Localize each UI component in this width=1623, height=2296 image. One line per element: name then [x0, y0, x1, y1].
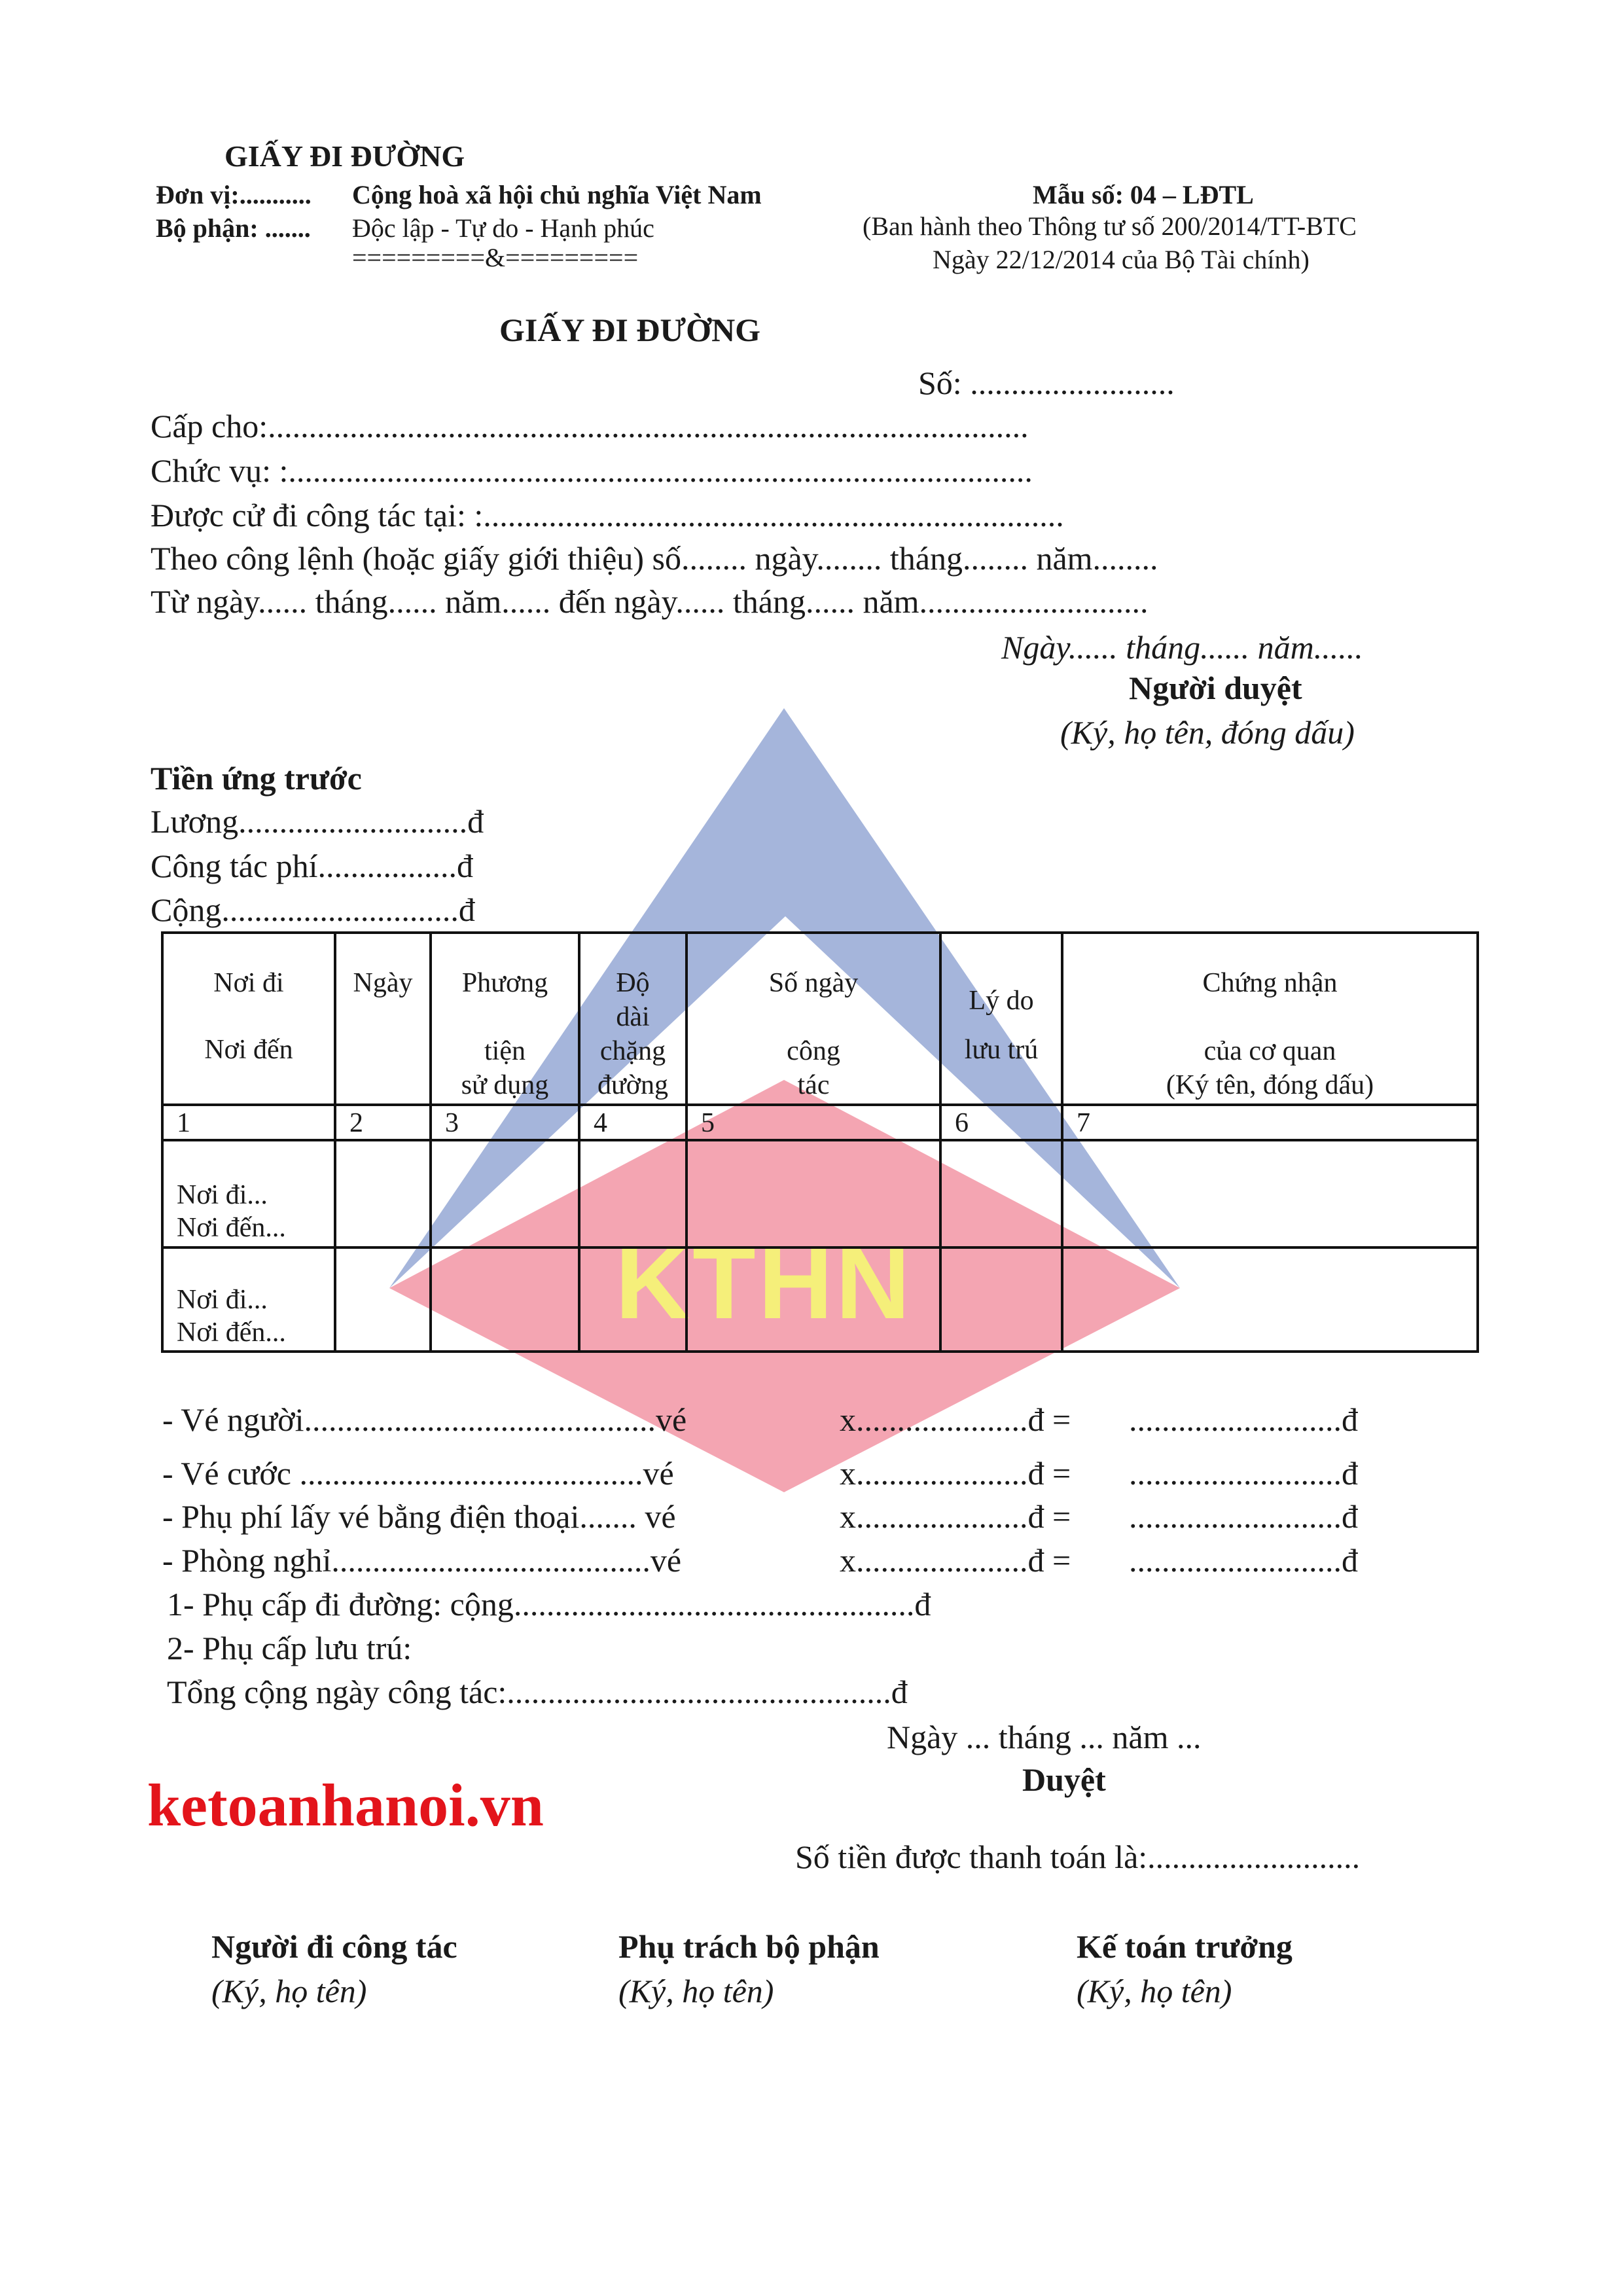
field-issued-to: Cấp cho:............................................................................................. — [151, 408, 1029, 444]
signature-dept-head-note: (Ký, họ tên) — [618, 1973, 774, 2009]
col-number-5: 5 — [701, 1108, 715, 1138]
signature-chief-accountant-note: (Ký, họ tên) — [1077, 1973, 1232, 2009]
approver-sign-note: (Ký, họ tên, đóng dấu) — [1060, 714, 1355, 751]
advance-heading: Tiền ứng trước — [151, 760, 362, 797]
expense-passenger-mult: x.....................đ = — [840, 1401, 1071, 1438]
field-destination: Được cử đi công tác tại: :....................................................................... — [151, 497, 1064, 533]
col-header-cert-line3: (Ký tên, đóng dấu) — [1166, 1070, 1374, 1100]
expense-freight-mult: x.....................đ = — [840, 1455, 1071, 1492]
expense-phone-fee-label: - Phụ phí lấy vé bằng điện thoại....... vé — [162, 1498, 676, 1535]
col-number-2: 2 — [349, 1108, 363, 1138]
logo-text: KTHN — [615, 1225, 913, 1340]
col-header-distance-line1: Độ — [616, 968, 650, 998]
row2-origin: Nơi đi... — [177, 1285, 268, 1315]
advance-salary: Lương............................đ — [151, 803, 484, 840]
signature-dept-head-role: Phụ trách bộ phận — [618, 1928, 880, 1965]
col-header-date: Ngày — [353, 968, 413, 998]
expense-phone-fee-total: ..........................đ — [1129, 1498, 1358, 1535]
field-date-range: Từ ngày...... tháng...... năm...... đến ngày...... tháng...... năm............................ — [151, 583, 1149, 620]
field-position: Chức vụ: :........................................................................................... — [151, 452, 1033, 489]
document-title: GIẤY ĐI ĐƯỜNG — [499, 312, 761, 348]
unit-label: Đơn vị:........... — [156, 180, 312, 209]
col-number-1: 1 — [177, 1108, 190, 1138]
col-number-6: 6 — [955, 1108, 969, 1138]
department-label: Bộ phận: ....... — [156, 213, 311, 243]
approver-label: Người duyệt — [1129, 670, 1302, 706]
col-header-distance-line4: đường — [597, 1070, 668, 1100]
signature-traveler-note: (Ký, họ tên) — [211, 1973, 367, 2009]
travel-allowance: 1- Phụ cấp đi đường: cộng.................................................đ — [167, 1586, 931, 1623]
col-header-origin-line2: Nơi đến — [204, 1035, 293, 1065]
advance-allowance: Công tác phí.................đ — [151, 848, 474, 884]
col-header-transport-line1: Phương — [461, 968, 548, 998]
motto-separator: =========&========= — [352, 243, 639, 272]
row1-origin: Nơi đi... — [177, 1180, 268, 1210]
approved-label: Duyệt — [1022, 1761, 1106, 1798]
expense-passenger-total: ..........................đ — [1129, 1401, 1358, 1438]
expense-room-total: ..........................đ — [1129, 1542, 1358, 1579]
republic-heading: Cộng hoà xã hội chủ nghĩa Việt Nam — [352, 180, 762, 209]
footer-date: Ngày ... tháng ... năm ... — [887, 1719, 1202, 1755]
stay-allowance: 2- Phụ cấp lưu trú: — [167, 1630, 412, 1666]
col-header-distance-line2: dài — [616, 1002, 650, 1032]
col-header-cert-line2: của cơ quan — [1204, 1036, 1336, 1066]
top-title: GIẤY ĐI ĐƯỜNG — [224, 139, 465, 173]
total-workdays: Tổng cộng ngày công tác:...............................................đ — [167, 1674, 908, 1710]
motto: Độc lập - Tự do - Hạnh phúc — [352, 213, 654, 243]
website-watermark: ketoanhanoi.vn — [147, 1772, 544, 1839]
col-number-4: 4 — [594, 1108, 607, 1138]
col-header-transport-line2: tiện — [484, 1036, 526, 1066]
col-header-reason-line2: lưu trú — [964, 1035, 1039, 1065]
expense-freight-label: - Vé cước ..........................................vé — [162, 1455, 674, 1492]
col-number-3: 3 — [445, 1108, 459, 1138]
col-header-workdays-line3: tác — [797, 1070, 830, 1100]
expense-phone-fee-mult: x.....................đ = — [840, 1498, 1071, 1535]
expense-room-mult: x.....................đ = — [840, 1542, 1071, 1579]
issued-by-line-2: Ngày 22/12/2014 của Bộ Tài chính) — [933, 245, 1310, 274]
signature-chief-accountant-role: Kế toán trưởng — [1077, 1928, 1293, 1965]
form-number: Mẫu số: 04 – LĐTL — [1033, 180, 1254, 209]
expense-room-label: - Phòng nghỉ.......................................vé — [162, 1542, 682, 1579]
col-header-reason-line1: Lý do — [969, 986, 1034, 1016]
row1-destination: Nơi đến... — [177, 1213, 286, 1243]
approval-date: Ngày...... tháng...... năm...... — [1001, 629, 1363, 666]
expense-freight-total: ..........................đ — [1129, 1455, 1358, 1492]
signature-traveler-role: Người đi công tác — [211, 1928, 457, 1965]
paid-amount: Số tiền được thanh toán là:.......................... — [795, 1839, 1361, 1875]
col-header-workdays-line2: công — [787, 1036, 840, 1066]
issued-by-line-1: (Ban hành theo Thông tư số 200/2014/TT-BTC — [863, 211, 1357, 241]
col-number-7: 7 — [1077, 1108, 1090, 1138]
row2-destination: Nơi đến... — [177, 1318, 286, 1348]
document-number: Số: ......................... — [918, 365, 1175, 401]
col-header-cert-line1: Chứng nhận — [1202, 968, 1338, 998]
col-header-workdays-line1: Số ngày — [768, 968, 859, 998]
advance-total: Cộng.............................đ — [151, 891, 475, 928]
expense-passenger-label: - Vé người...........................................vé — [162, 1401, 687, 1438]
field-order-ref: Theo công lệnh (hoặc giấy giới thiệu) số........ ngày........ tháng........ năm........ — [151, 540, 1158, 577]
col-header-distance-line3: chặng — [599, 1036, 666, 1066]
col-header-transport-line3: sử dụng — [461, 1070, 549, 1100]
col-header-origin-line1: Nơi đi — [213, 968, 284, 998]
